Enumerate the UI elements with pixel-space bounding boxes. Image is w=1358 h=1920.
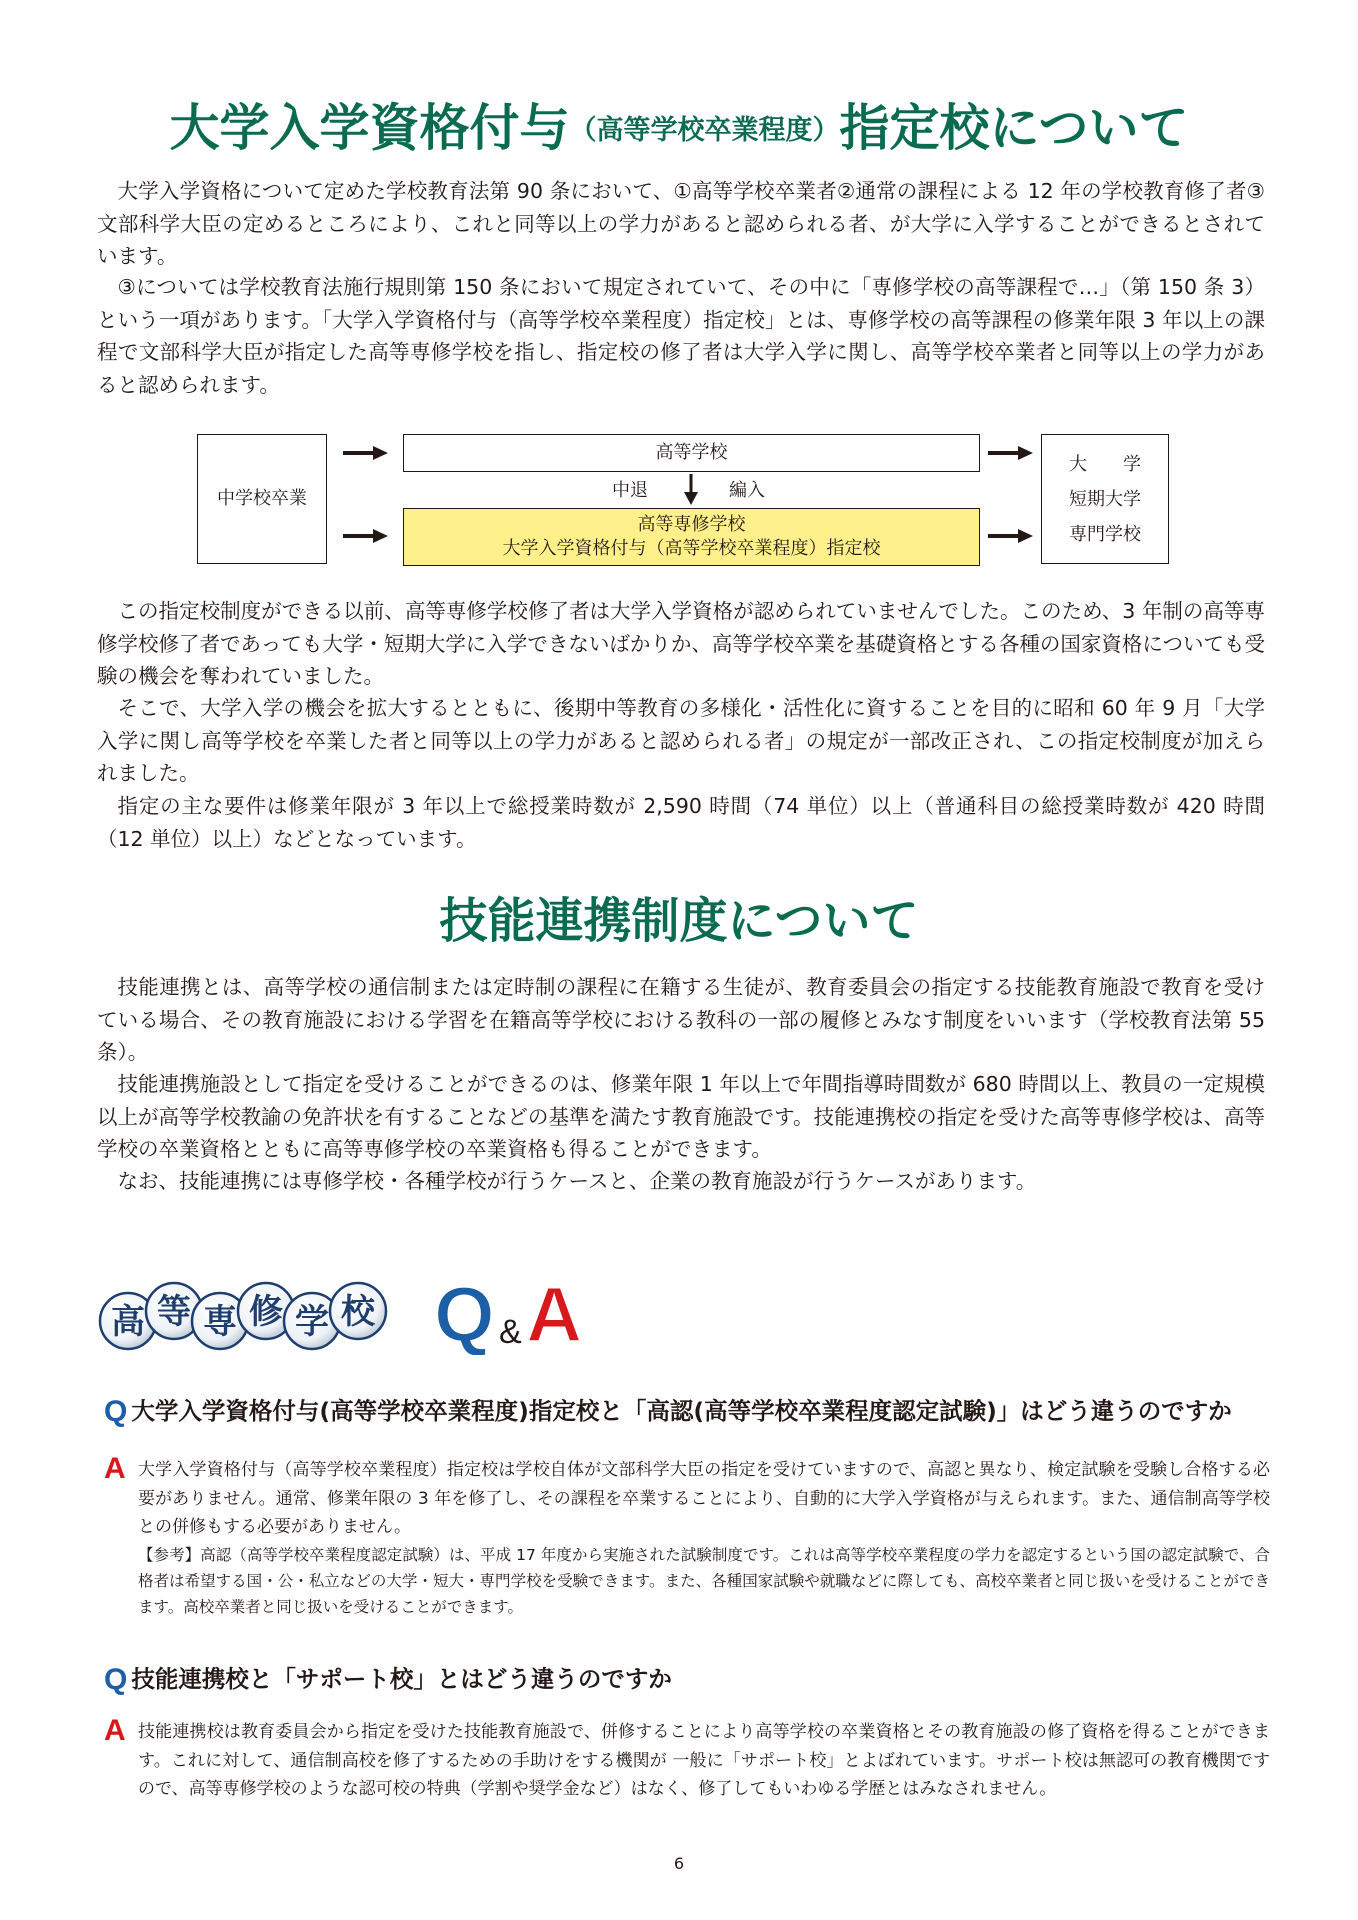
- arrow-right-icon: [343, 528, 389, 544]
- title-main-a: 大学入学資格付与: [169, 99, 570, 157]
- svg-text:校: 校: [341, 1292, 375, 1332]
- qa-q-letter: Q: [434, 1275, 495, 1355]
- special-school-line2: 大学入学資格付与（高等学校卒業程度）指定校: [502, 538, 881, 559]
- section1-paragraph: 大学入学資格について定めた学校教育法第 90 条において、①高等学校卒業者②通常の課程による 12 年の学校教育修了者③文部科学大臣の定めるところにより、これと同等以上の学力があると認められる者、が大学に入学することができるとされています。: [97, 179, 1265, 268]
- svg-text:学: 学: [295, 1302, 329, 1342]
- q-mark-icon: Q: [104, 1663, 128, 1696]
- qa-reference: 【参考】高認（高等学校卒業程度認定試験）は、平成 17 年度から実施された試験制度です。これは高等学校卒業程度の学力を認定するという国の認定試験で、合格者は希望する国・公・私立などの大学・短大・専門学校を受験できます。また、各種国家試験や就職などに際しても、高校卒業者と同じ扱いを受けることができます。高校卒業者と同じ扱いを受けることができます。: [138, 1545, 1270, 1616]
- title-main-b: 指定校について: [839, 99, 1189, 157]
- qa-a-letter: A: [526, 1275, 583, 1355]
- special-school-box: [403, 508, 980, 566]
- qa-answer: 技能連携校は教育委員会から指定を受けた技能教育施設で、併修することにより高等学校の卒業資格とその教育施設の修了資格を得ることができます。これに対して、通信制高校を修了するための手助けをする機関が 一般に「サポート校」とよばれています。サポート校は無認可の教育機関ですので、高等専修学校のような認可校の特典（学割や奨学金など）はなく、修了してもいわゆる学歴とはみなされません。: [138, 1722, 1270, 1799]
- qa-answer-body: [138, 1718, 1270, 1804]
- section1-title: [0, 88, 1358, 160]
- svg-text:専: 専: [203, 1302, 237, 1342]
- qa-answer-body: [138, 1456, 1270, 1620]
- a-mark-icon: A: [104, 1714, 126, 1747]
- section2-paragraph: なお、技能連携には専修学校・各種学校が行うケースと、企業の教育施設が行うケースがあります。: [117, 1169, 1037, 1193]
- special-school-line1: 高等専修学校: [637, 514, 746, 535]
- transfer-label: 編入: [729, 480, 765, 501]
- qa-logo-char: [330, 1283, 386, 1339]
- section2-paragraph: 技能連携施設として指定を受けることができるのは、修業年限 1 年以上で年間指導時間数が 680 時間以上、教員の一定規模以上が高等学校教諭の免許状を有することなどの基準を満たす教育施設です。技能連携校の指定を受けた高等専修学校は、高等学校の卒業資格とともに高等専修学校の卒業資格も得ることができます。: [97, 1072, 1265, 1161]
- section1-paragraph: ③については学校教育法施行規則第 150 条において規定されていて、その中に「専修学校の高等課程で…」（第 150 条 3）という一項があります。「大学入学資格付与（高等学校卒業程度）指定校」とは、専修学校の高等課程の修業年限 3 年以上の課程で文部科学大臣が指定した高等専修学校を指し、指定校の修了者は大学入学に関し、高等学校卒業者と同等以上の学力があると認められます。: [97, 275, 1265, 397]
- title-sub: （高等学校卒業程度）: [569, 115, 840, 146]
- a-mark-icon: A: [104, 1452, 126, 1485]
- university-box: [1041, 434, 1169, 564]
- qa-question: 技能連携校と「サポート校」とはどう違うのですか: [131, 1665, 672, 1693]
- junior-college-label: 短期大学: [1069, 488, 1141, 510]
- section2-title: 技能連携制度について: [439, 893, 919, 949]
- svg-text:高: 高: [111, 1302, 145, 1342]
- page-number: 6: [673, 1854, 685, 1873]
- qa-question-row: [104, 1392, 1232, 1429]
- dropout-label: 中退: [612, 480, 648, 501]
- arrow-right-icon: [988, 445, 1034, 461]
- qa-question: 大学入学資格付与(高等学校卒業程度)指定校と「高認(高等学校卒業程度認定試験)」はどう違うのですか: [131, 1397, 1232, 1425]
- vocational-college-label: 専門学校: [1069, 523, 1141, 545]
- section1-paragraph: この指定校制度ができる以前、高等専修学校修了者は大学入学資格が認められていませんでした。このため、3 年制の高等専修学校修了者であっても大学・短期大学に入学できないばかりか、高等学校卒業を基礎資格とする各種の国家資格についても受験の機会を奪われていました。: [97, 599, 1265, 688]
- svg-text:等: 等: [157, 1292, 191, 1332]
- section1-paragraph: 指定の主な要件は修業年限が 3 年以上で総授業時数が 2,590 時間（74 単位）以上（普通科目の総授業時数が 420 時間（12 単位）以上）などとなっています。: [97, 794, 1265, 851]
- high-school-box: 高等学校: [403, 434, 980, 472]
- section1-paragraph: そこで、大学入学の機会を拡大するとともに、後期中等教育の多様化・活性化に資することを目的に昭和 60 年 9 月「大学入学に関し高等学校を卒業した者と同等以上の学力があると認められる者」の規定が一部改正され、この指定校制度が加えられました。: [97, 696, 1265, 785]
- qa-question-row: [104, 1660, 672, 1697]
- junior-high-box: 中学校卒業: [197, 434, 327, 564]
- university-label: 大 学: [1069, 453, 1141, 475]
- qa-amp: &: [499, 1313, 522, 1351]
- section2-paragraph: 技能連携とは、高等学校の通信制または定時制の課程に在籍する生徒が、教育委員会の指定する技能教育施設で教育を受けている場合、その教育施設における学習を在籍高等学校における教科の一部の履修とみなす制度をいいます（学校教育法第 55 条）。: [97, 975, 1265, 1064]
- qa-answer: 大学入学資格付与（高等学校卒業程度）指定校は学校自体が文部科学大臣の指定を受けていますので、高認と異なり、検定試験を受験し合格する必要がありません。通常、修業年限の 3 年を修了し、その課程を卒業することにより、自動的に大学入学資格が与えられます。また、通信制高等学校との併修もする必要がありません。: [138, 1460, 1270, 1537]
- arrow-down-icon: [683, 474, 699, 506]
- qa-header-logo: [98, 1275, 598, 1355]
- arrow-right-icon: [343, 445, 389, 461]
- arrow-right-icon: [988, 528, 1034, 544]
- svg-text:修: 修: [249, 1292, 283, 1332]
- q-mark-icon: Q: [104, 1395, 128, 1428]
